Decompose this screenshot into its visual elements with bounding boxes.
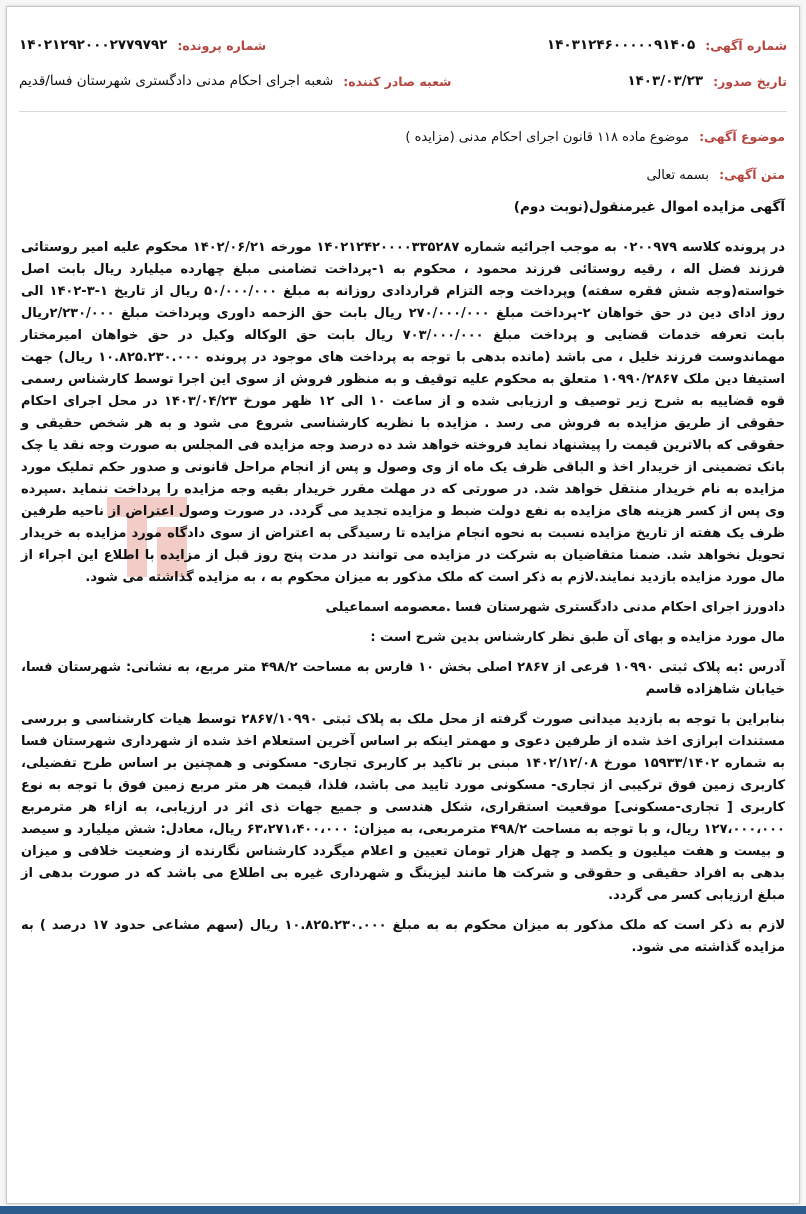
ad-title: آگهی مزایده اموال غیرمنقول(نوبت دوم) [513,199,785,215]
body-paragraph-property-intro: مال مورد مزایده و بهای آن طبق نظر کارشناس بدین شرح است : [370,630,785,645]
case-number-label: شماره پرونده: [177,37,267,53]
issue-date-label: تاریخ صدور: [713,73,787,89]
header-row-1 [19,37,787,53]
body-paragraph-address: آدرس :به پلاک ثبتی ۱۰۹۹۰ فرعی از ۲۸۶۷ اصلی بخش ۱۰ فارس به مساحت ۴۹۸/۲ متر مربع، به نشانی: شهرستان فسا، خیابان شاهزاده قاسم [21,660,785,697]
subject-value: موضوع ماده ۱۱۸ قانون اجرای احکام مدنی (مزایده ) [405,130,690,145]
ad-number: ۱۴۰۳۱۲۴۶۰۰۰۰۰۹۱۴۰۵ [546,37,696,53]
ad-document [6,6,800,1204]
subject-line [21,129,785,145]
text-head-value: بسمه تعالی [646,168,709,183]
body-paragraph-note: لازم به ذکر است که ملک مذکور به میزان محکوم به به مبلغ ۱۰.۸۲۵.۲۳۰.۰۰۰ ریال (سهم مشاعی حدود ۱۷ درصد ) به مزایده گذاشته می شود. [21,918,786,955]
bottom-bar [0,1206,806,1214]
issuer-label: شعبه صادر کننده: [343,73,452,89]
header-row-2 [19,73,787,89]
ad-body [21,237,785,967]
case-number: ۱۴۰۲۱۲۹۲۰۰۰۲۷۷۹۷۹۲ [19,37,168,53]
header-divider [19,111,787,112]
subject-label: موضوع آگهی: [699,129,785,144]
issuer: شعبه اجرای احکام مدنی دادگستری شهرستان فسا/قدیم [19,73,334,89]
text-head-line [21,167,785,183]
body-paragraph-main: در پرونده کلاسه ۰۲۰۰۹۷۹ به موجب اجرائیه شماره ۱۴۰۲۱۲۴۲۰۰۰۰۳۳۵۲۸۷ مورخه ۱۴۰۲/۰۶/۲۱ محکوم علیه امیر روستائی فرزند فضل اله ، رقیه روستائی فرزند محمود ، محکوم به ۱-پرداخت تضامنی مبلغ چهارده میلیارد ریال بابت اصل خواسته(وجه شش فقره سفته) وپرداخت وجه التزام قراردادی روزانه به مبلغ ۵۰/۰۰۰/۰۰۰ ریال از تاریخ ۱-۳-۱۴۰۲ الی روز ادای دین در حق خواهان ۲-پرداخت مبلغ ۲۷۰/۰۰۰/۰۰۰ ریال بابت حق الزحمه داوری وپرداخت مبلغ ۲/۲۳۰/۰۰۰ریال بابت تعرفه خدمات قضایی و پرداخت مبلغ ۷۰۳/۰۰۰/۰۰۰ ریال بابت حق الوکاله وکیل در حق خواهان امیرمختار مهماندوست فرزند خلیل ، می باشد (مانده بدهی با توجه به پرداخت های موجود در پرونده ۱۰.۸۲۵.۲۳۰.۰۰۰ ریال) جهت استیفا دین ملک ۱۰۹۹۰/۲۸۶۷ متعلق به محکوم علیه توقیف و به منظور فروش از سوی این اجرا توسط کارشناس رسمی قوه قضاییه به شرح زیر توصیف و ارزیابی شده و از ساعت ۱۰ الی ۱۲ ظهر مورخ ۱۴۰۳/۰۴/۲۳ در محل اجرای احکام حقوقی از طریق مزایده به فروش می رسد . مزایده با نظریه کارشناسی شروع می شود و به هر شخص حقیقی و حقوقی که بالاترین قیمت را پیشنهاد نماید فروخته خواهد شد ده درصد وجه مزایده فی المجلس به صورت وجه نقد یا چک بانک تضمینی از خریدار اخذ و الباقی ظرف یک ماه از وی وصول و پس از انجام مراحل قانونی و صدور حکم تملیک مورد مزایده به نام خریدار منتقل خواهد شد. در صورتی که در مهلت مقرر خریدار بقیه وجه مزایده را پرداخت ننماید .سپرده وی پس از کسر هزینه های مزایده به نفع دولت ضبط و مزایده تجدید می گردد. در صورت وصول اعتراض از ناحیه طرفین ظرف یک هفته از تاریخ مزایده نسبت به نحوه انجام مزایده تا رسیدگی به اعتراض از سوی دادگاه مورد مزایده به خریدار تحویل نخواهد شد. ضمنا متقاضیان به شرکت در مزایده می توانند در مدت پنج روز قبل از مزایده با اطلاع این اجراء از مال مورد مزایده بازدید نمایند.لازم به ذکر است که ملک مذکور به میزان محکوم به ، به مزایده گذاشته می شود. [21,240,786,585]
issue-date: ۱۴۰۳/۰۳/۲۳ [627,73,704,89]
body-paragraph-appraisal: بنابراین با توجه به بازدید میدانی صورت گرفته از محل ملک به پلاک ثبتی ۲۸۶۷/۱۰۹۹۰ توسط هیات کارشناسی و بررسی مستندات ابرازی اخذ شده از طرفین دعوی و مهمتر اینکه بر اساس آخرین استعلام اخذ شده از شهرداری شهرستان فسا به شماره ۱۵۹۳۳/۱۴۰۲ مورخ ۱۴۰۲/۱۲/۰۸ مبنی بر تاکید بر کاربری تجاری- مسکونی و همچنین بر اساس طرح تفضیلی، کاربری زمین فوق ترکیبی از تجاری- مسکونی مورد تایید می باشد، فلذا، قیمت هر متر مربع زمین فوق با توجه به نوع کاربری [ تجاری-مسکونی] موقعیت استقراری، شکل هندسی و جمیع جهات ذی اثر در ارزیابی، به ازاء هر مترمربع ۱۲۷،۰۰۰،۰۰۰ ریال، و با توجه به مساحت ۴۹۸/۲ مترمربعی، به میزان: ۶۳،۲۷۱،۴۰۰،۰۰۰ ریال، معادل: شش میلیارد و سیصد و بیست و هفت میلیون و یکصد و چهل هزار تومان تعیین و اعلام میگردد کارشناس نگارنده از وضعیت خلافی و میزان بدهی به افراد حقیقی و حقوقی و شرکت ها مانند لیزینگ و شهرداری غیره بی اطلاع می باشد که در صورت بدهی از مبلغ ارزیابی کسر می گردد. [21,712,786,903]
issuer-pair [19,73,451,89]
case-number-pair [19,37,266,53]
ad-number-label: شماره آگهی: [705,37,787,53]
ad-number-pair [547,37,787,53]
issue-date-pair [627,73,787,89]
text-head-label: متن آگهی: [719,167,785,182]
body-paragraph-signature: دادورز اجرای احکام مدنی دادگستری شهرستان فسا .معصومه اسماعیلی [325,600,785,615]
